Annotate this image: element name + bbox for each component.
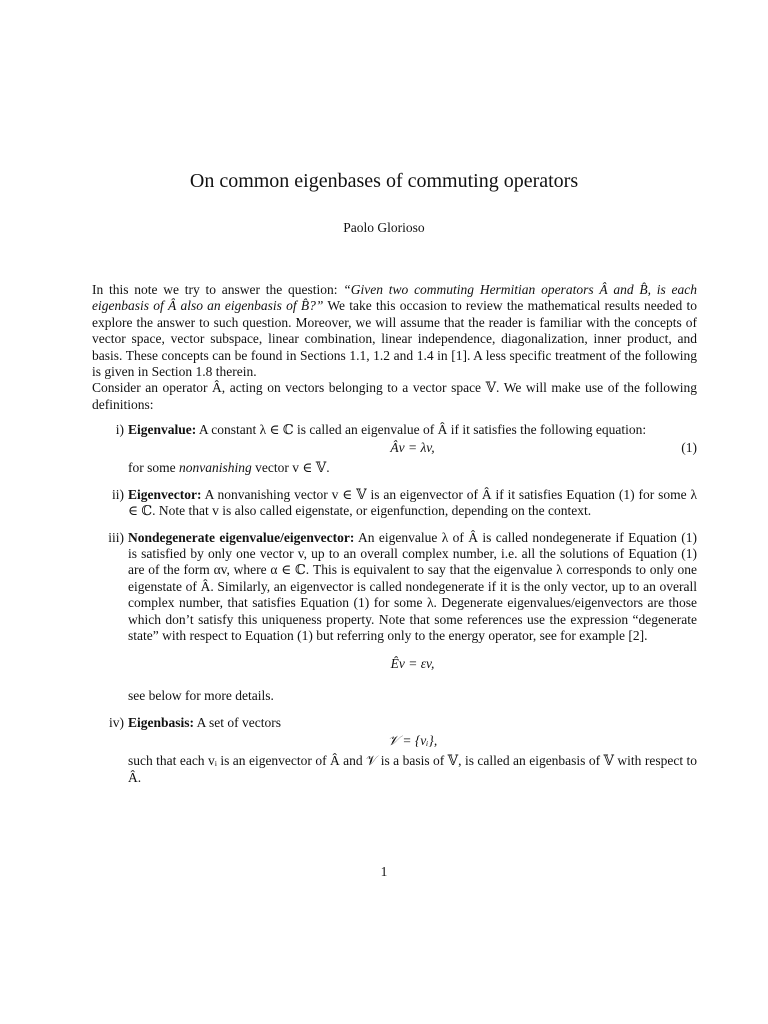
equation (128, 438, 697, 458)
equation (128, 654, 697, 674)
definition-term: Nondegenerate eigenvalue/eigenvector: (128, 529, 355, 545)
after-post: vector v ∈ 𝕍. (251, 460, 330, 476)
definition-term: Eigenvalue: (128, 422, 197, 437)
intro-paragraph (92, 282, 697, 413)
definition-term: Eigenvector: (128, 486, 202, 502)
definition-after: see below for more details. (128, 688, 274, 704)
definition-item (92, 530, 697, 705)
intro-question: “Given two commuting Hermitian operators Â and B̂, is each eigenbasis of Â also an eigenbasis of B̂?” (92, 282, 697, 314)
paper-title: On common eigenbases of commuting operators (189, 170, 579, 192)
intro-rest: We take this occasion to review the mathematical results needed to explore the answer to such question. Moreover, we will assume that the reader is familiar with the concepts of vector space, vector subspace, linear combination, linear independence, diagonalization, inner product, and basis. These concepts can be found in Sections 1.1, 1.2 and 1.4 in [1]. A less specific treatment of the following is given in Section 1.8 therein. (92, 298, 697, 380)
equation (128, 731, 697, 751)
intro-lead: In this note we try to answer the question: (92, 282, 344, 297)
after-pre: for some (128, 460, 179, 476)
definition-text: A constant λ ∈ ℂ is called an eigenvalue of Â if it satisfies the following equation: (196, 422, 647, 437)
definition-number: iii) (108, 529, 124, 545)
definition-number: i) (115, 422, 124, 437)
paper-author: Paolo Glorioso (343, 220, 425, 235)
definition-number: ii) (112, 486, 124, 502)
definition-text: A nonvanishing vector v ∈ 𝕍 is an eigenvector of Â if it satisfies Equation (1) for some λ ∈ ℂ. Note that v is also called eigenstate, or eigenfunction, depending on the context. (128, 486, 697, 519)
definition-term: Eigenbasis: (128, 714, 195, 730)
definition-item (92, 715, 697, 786)
definition-text: A set of vectors (194, 714, 282, 730)
definition-text: An eigenvalue λ of Â is called nondegenerate if Equation (1) is satisfied by only one vector v, up to an overall complex number, i.e. all the solutions of Equation (1) are of the form αv, where α ∈ ℂ. This is equivalent to say that the eigenvalue λ corresponds to only one eigenstate of Â. Similarly, an eigenvector is called nondegenerate if it is the only vector, up to an overall complex number, that satisfies Equation (1) for some λ. Degenerate eigenvalues/eigenvectors are those which don’t satisfy this uniqueness property. Note that some references use the expression “degenerate state” with respect to Equation (1) but referring only to the energy operator, see for example [2]. (128, 529, 697, 644)
definition-after: such that each vᵢ is an eigenvector of Â and 𝒱 is a basis of 𝕍, is called an eigenbasis of 𝕍 with respect to Â. (128, 753, 697, 785)
definitions-list (92, 422, 697, 796)
after-italic: nonvanishing (179, 460, 252, 476)
equation-label: (1) (681, 440, 697, 456)
page-number: 1 (380, 864, 388, 879)
intro-paragraph-2: Consider an operator Â, acting on vectors belonging to a vector space 𝕍. We will make use of the following definitions: (92, 380, 697, 412)
equation-body: Êv = εv, (390, 656, 435, 672)
equation-body: Âv = λv, (390, 440, 435, 456)
definition-item (92, 422, 697, 477)
definition-after (128, 460, 697, 476)
definition-item (92, 487, 697, 520)
definition-number: iv) (109, 714, 124, 730)
equation-body: 𝒱 = {vᵢ}, (387, 733, 438, 749)
